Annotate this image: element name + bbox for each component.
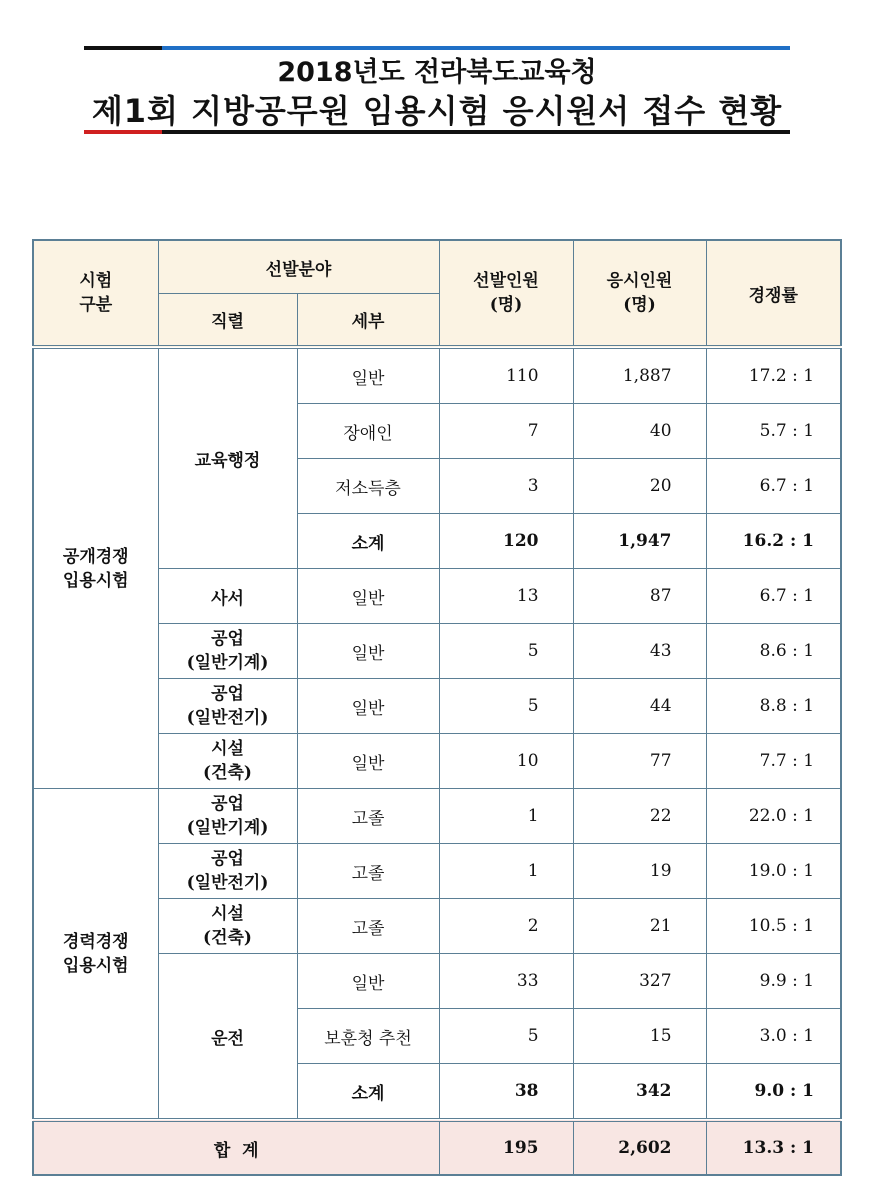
detail-cell: 소계 (297, 1064, 439, 1121)
group-career-competition: 경력경쟁 입용시험 (33, 789, 158, 1121)
selected-cell: 3 (439, 459, 573, 514)
total-label: 합 계 (33, 1120, 439, 1175)
selected-cell: 120 (439, 514, 573, 569)
selected-cell: 5 (439, 1009, 573, 1064)
job-edu-admin: 교육행정 (158, 347, 297, 569)
applicants-cell: 21 (573, 899, 706, 954)
ratio-cell: 6.7 : 1 (706, 569, 841, 624)
job-industry-machine: 공업 (일반기계) (158, 624, 297, 679)
detail-cell: 보훈청 추천 (297, 1009, 439, 1064)
applicants-cell: 342 (573, 1064, 706, 1121)
selected-cell: 10 (439, 734, 573, 789)
total-row (33, 1120, 841, 1175)
detail-cell: 고졸 (297, 844, 439, 899)
header-selected: 선발인원 (명) (439, 240, 573, 347)
job-driver: 운전 (158, 954, 297, 1121)
applicants-cell: 43 (573, 624, 706, 679)
applicants-cell: 22 (573, 789, 706, 844)
detail-cell: 고졸 (297, 789, 439, 844)
header-detail: 세부 (297, 294, 439, 348)
detail-cell: 일반 (297, 569, 439, 624)
table-row (33, 789, 841, 844)
job-industry-electric: 공업 (일반전기) (158, 679, 297, 734)
header-exam-type: 시험 구분 (33, 240, 158, 347)
ratio-cell: 6.7 : 1 (706, 459, 841, 514)
detail-cell: 장애인 (297, 404, 439, 459)
ratio-cell: 19.0 : 1 (706, 844, 841, 899)
applicants-cell: 77 (573, 734, 706, 789)
ratio-cell: 3.0 : 1 (706, 1009, 841, 1064)
applicants-cell: 327 (573, 954, 706, 1009)
job-librarian: 사서 (158, 569, 297, 624)
header-job: 직렬 (158, 294, 297, 348)
job-career-facility-building: 시설 (건축) (158, 899, 297, 954)
recruitment-status-table (32, 239, 842, 1176)
total-applicants: 2,602 (573, 1120, 706, 1175)
header-ratio: 경쟁률 (706, 240, 841, 347)
detail-cell: 일반 (297, 624, 439, 679)
applicants-cell: 19 (573, 844, 706, 899)
title-bar-bottom-black (162, 130, 790, 134)
ratio-cell: 9.9 : 1 (706, 954, 841, 1009)
detail-cell: 일반 (297, 734, 439, 789)
applicants-cell: 20 (573, 459, 706, 514)
detail-cell: 일반 (297, 347, 439, 404)
table-row (33, 347, 841, 404)
title-bar-bottom-red (84, 130, 162, 134)
ratio-cell: 17.2 : 1 (706, 347, 841, 404)
ratio-cell: 8.6 : 1 (706, 624, 841, 679)
ratio-cell: 9.0 : 1 (706, 1064, 841, 1121)
ratio-cell: 22.0 : 1 (706, 789, 841, 844)
job-career-industry-machine: 공업 (일반기계) (158, 789, 297, 844)
ratio-cell: 5.7 : 1 (706, 404, 841, 459)
ratio-cell: 7.7 : 1 (706, 734, 841, 789)
applicants-cell: 15 (573, 1009, 706, 1064)
selected-cell: 2 (439, 899, 573, 954)
selected-cell: 38 (439, 1064, 573, 1121)
applicants-cell: 44 (573, 679, 706, 734)
applicants-cell: 87 (573, 569, 706, 624)
ratio-cell: 8.8 : 1 (706, 679, 841, 734)
selected-cell: 1 (439, 844, 573, 899)
header-field: 선발분야 (158, 240, 439, 294)
job-career-industry-electric: 공업 (일반전기) (158, 844, 297, 899)
selected-cell: 110 (439, 347, 573, 404)
detail-cell: 일반 (297, 679, 439, 734)
selected-cell: 13 (439, 569, 573, 624)
selected-cell: 5 (439, 679, 573, 734)
total-ratio: 13.3 : 1 (706, 1120, 841, 1175)
selected-cell: 1 (439, 789, 573, 844)
title-line-2: 제1회 지방공무원 임용시험 응시원서 접수 현황 (91, 92, 783, 130)
group-open-competition: 공개경쟁 입용시험 (33, 347, 158, 789)
applicants-cell: 1,887 (573, 347, 706, 404)
detail-cell: 저소득층 (297, 459, 439, 514)
selected-cell: 5 (439, 624, 573, 679)
selected-cell: 7 (439, 404, 573, 459)
applicants-cell: 40 (573, 404, 706, 459)
title-line-1: 2018년도 전라북도교육청 (277, 57, 597, 88)
selected-cell: 33 (439, 954, 573, 1009)
total-selected: 195 (439, 1120, 573, 1175)
detail-cell: 일반 (297, 954, 439, 1009)
detail-cell: 고졸 (297, 899, 439, 954)
job-facility-building: 시설 (건축) (158, 734, 297, 789)
ratio-cell: 16.2 : 1 (706, 514, 841, 569)
header-row-1 (33, 240, 841, 294)
detail-cell: 소계 (297, 514, 439, 569)
header-applicants: 응시인원 (명) (573, 240, 706, 347)
ratio-cell: 10.5 : 1 (706, 899, 841, 954)
applicants-cell: 1,947 (573, 514, 706, 569)
